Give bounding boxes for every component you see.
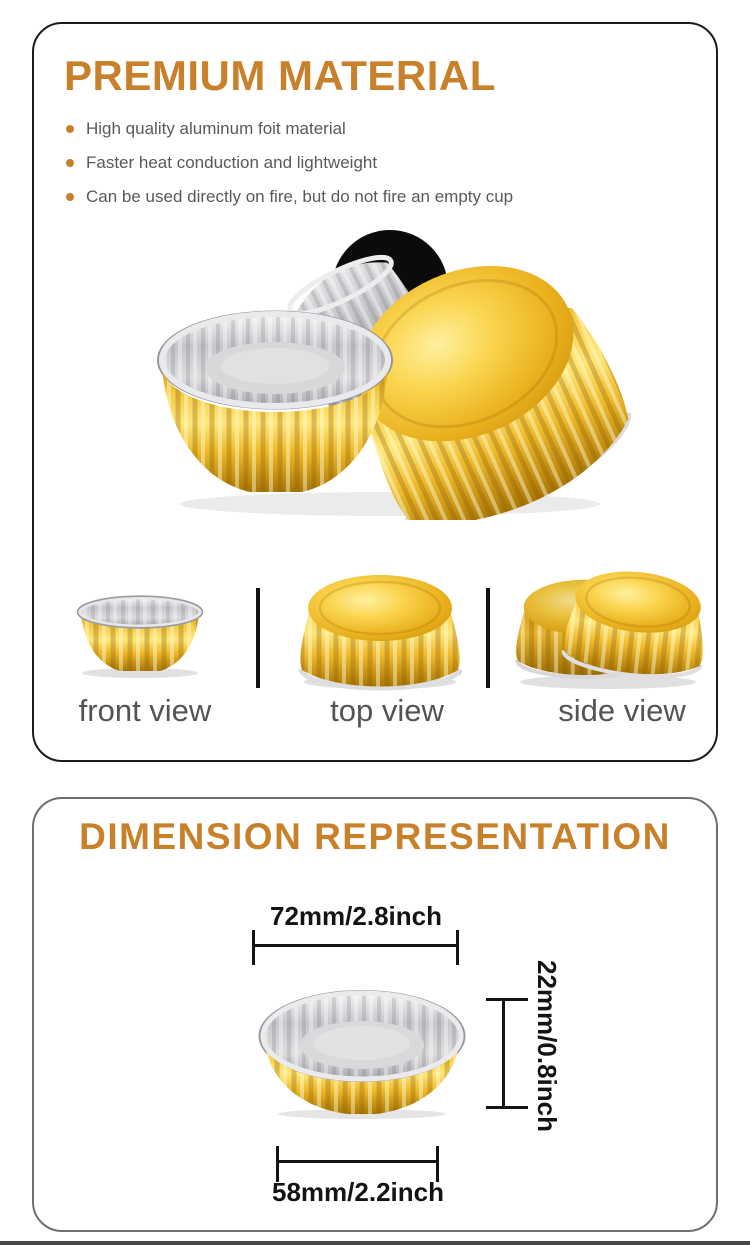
bottom-diameter-label: 58mm/2.2inch bbox=[272, 1177, 444, 1207]
height-cap-top bbox=[486, 998, 528, 1001]
bullet-dot-icon bbox=[66, 159, 74, 167]
next-section-edge bbox=[0, 1241, 750, 1245]
top-view-image bbox=[298, 570, 463, 694]
silver-interior-cup bbox=[158, 312, 392, 493]
height-label: 22mm/0.8inch bbox=[532, 960, 562, 1132]
view-divider bbox=[256, 588, 260, 688]
top-diameter-line bbox=[253, 944, 459, 947]
top-diameter-cap-right bbox=[456, 930, 459, 965]
feature-item bbox=[66, 119, 513, 138]
height-line bbox=[502, 999, 505, 1109]
side-view-label: side view bbox=[558, 693, 686, 728]
top-diameter-label: 72mm/2.8inch bbox=[270, 901, 442, 931]
front-view-label: front view bbox=[78, 693, 212, 728]
feature-text: Can be used directly on fire, but do not fire an empty cup bbox=[86, 187, 514, 206]
feature-text: High quality aluminum foit material bbox=[86, 119, 346, 138]
height-cap-bottom bbox=[486, 1106, 528, 1109]
bottom-diameter-line bbox=[278, 1160, 439, 1163]
bullet-dot-icon bbox=[66, 125, 74, 133]
feature-text: Faster heat conduction and lightweight bbox=[86, 153, 378, 172]
dimension-title: DIMENSION REPRESENTATION bbox=[79, 816, 671, 857]
top-diameter-cap-left bbox=[252, 930, 255, 965]
bullet-dot-icon bbox=[66, 193, 74, 201]
view-divider bbox=[486, 588, 490, 688]
dimension-cup-image bbox=[256, 988, 468, 1120]
product-photo-main bbox=[140, 228, 640, 520]
side-view-image bbox=[513, 556, 708, 694]
feature-item bbox=[66, 153, 513, 172]
feature-item bbox=[66, 187, 513, 206]
premium-title: PREMIUM MATERIAL bbox=[64, 52, 496, 99]
top-view-label: top view bbox=[330, 693, 444, 728]
feature-list bbox=[66, 119, 513, 221]
front-view-image bbox=[75, 594, 205, 680]
